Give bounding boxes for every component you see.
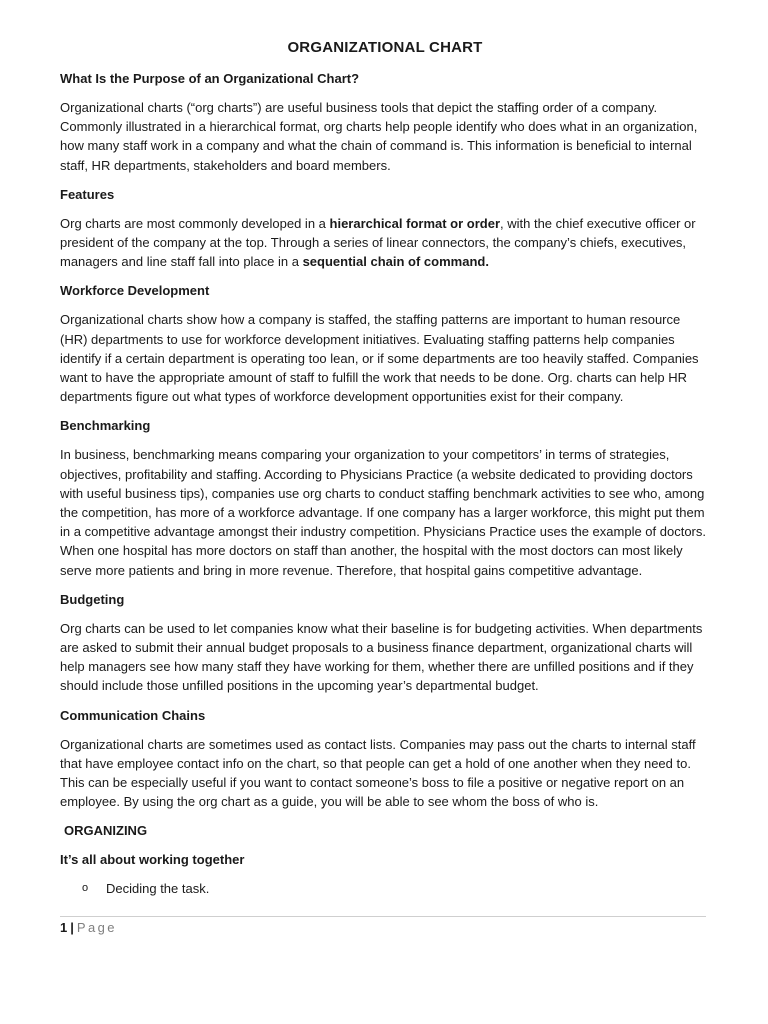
organizing-heading: ORGANIZING [64, 823, 148, 839]
section-paragraph-workforce: Organizational charts show how a company is staffed, the staffing patterns are important to human resource (HR) departments to use for workforce development initiatives. Evaluating staffing patterns help companies identify if a certain department is operating too lean, or if some departments are too heavily staffed. Companies want to have the appropriate amount of staff to fulfill the work that needs to be done. Org. charts can help HR departments figure out what types of workforce development opportunities exist for their company. [60, 312, 699, 405]
hollow-bullet-icon: o [82, 882, 89, 895]
section-paragraph-features: Org charts are most commonly developed in a hierarchical format or order, with the chief executive officer or president of the company at the top. Through a series of linear connectors, the company’s chiefs, executives, managers and line staff fall into place in a sequential chain of command. [60, 215, 696, 270]
section-paragraph-communication: Organizational charts are sometimes used as contact lists. Companies may pass out the charts to internal staff that have employee contact info on the chart, so that people can get a hold of one another when they need to. This can be especially useful if you want to contact someone’s boss to file a positive or negative report on an employee. By using the org chart as a guide, you will be able to see whom the boss of who is. [60, 736, 696, 810]
page-number: 1 [60, 920, 68, 935]
section-heading-budgeting: Budgeting [60, 591, 125, 607]
page-footer [60, 919, 117, 937]
task-list [82, 879, 710, 898]
section-paragraph-purpose: Organizational charts (“org charts”) are useful business tools that depict the staffing order of a company. Commonly illustrated in a hierarchical format, org charts help people identify who does what in an organization, how many staff work in a company and what the chain of command is. This information is beneficial to internal staff, HR departments, stakeholders and board members. [60, 100, 698, 173]
list-item-text: Deciding the task. [106, 881, 210, 897]
section-heading-benchmarking: Benchmarking [60, 418, 151, 434]
section-heading-features: Features [60, 186, 115, 202]
section-paragraph-benchmarking: In business, benchmarking means comparing your organization to your competitors’ in terms of strategies, objectives, profitability and staffing. According to Physicians Practice (a website dedicated to providing doctors with useful business tips), companies use org charts to conduct staffing benchmark activities to see who, among the competition, has more of a workforce advantage. If one company has a larger workforce, this might put them in a competitive advantage amongst their industry competition. Physicians Practice uses the example of doctors. When one hospital has more doctors on staff than another, the hospital with the most doctors can most likely serve more patients and bring in more revenue. Therefore, that hospital gains competitive advantage. [60, 447, 706, 578]
document-page [60, 38, 710, 898]
section-heading-purpose: What Is the Purpose of an Organizational Chart? [60, 71, 360, 86]
document-title: ORGANIZATIONAL CHART [287, 39, 483, 56]
list-item [82, 879, 710, 898]
footer-divider [60, 916, 706, 917]
bold-phrase-hierarchical: hierarchical format or order [329, 215, 501, 231]
section-paragraph-budgeting: Org charts can be used to let companies know what their baseline is for budgeting activities. When departments are asked to submit their annual budget proposals to a business finance department, organizational charts will help managers see how many staff they have working for them, whether there are unfilled positions and if they should include those unfilled positions in the upcoming year’s departmental budget. [60, 620, 703, 694]
section-heading-workforce: Workforce Development [60, 283, 210, 299]
bold-phrase-chain-of-command: sequential chain of command. [302, 254, 489, 270]
page-label: Page [76, 920, 117, 935]
footer-separator: | [70, 920, 74, 935]
working-together-subheading: It’s all about working together [60, 852, 245, 868]
section-heading-communication: Communication Chains [60, 707, 206, 723]
